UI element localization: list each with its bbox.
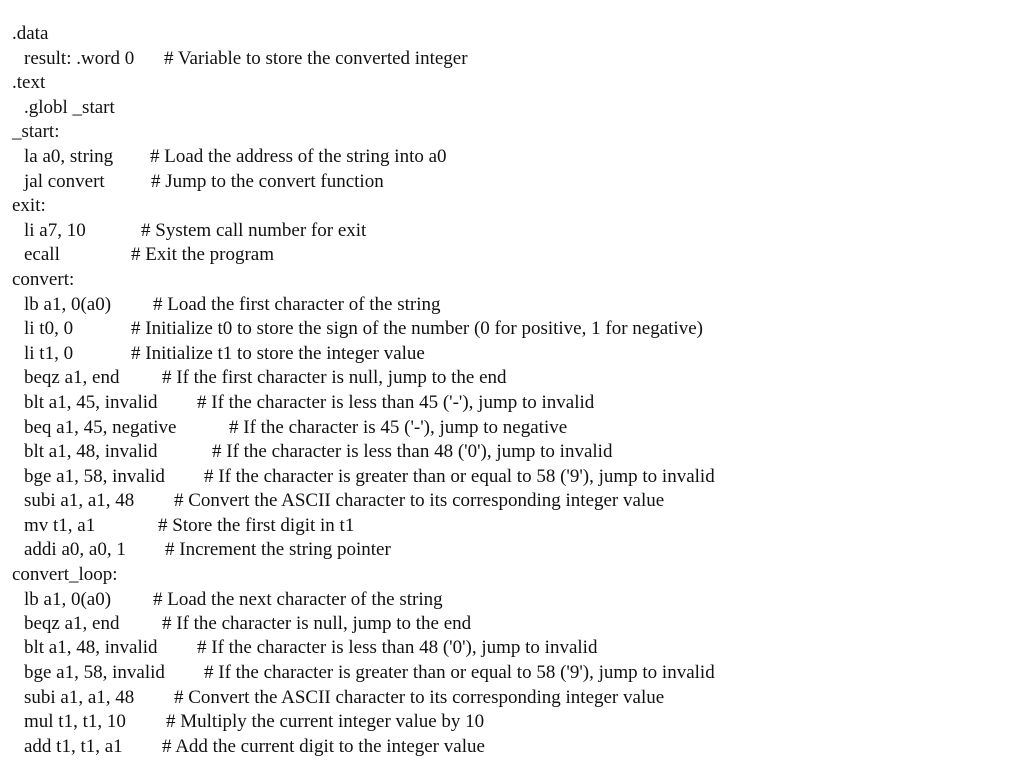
line-code: result: .word 0 (24, 48, 135, 69)
line-code: blt a1, 45, invalid (24, 392, 158, 413)
code-line (24, 515, 355, 537)
line-code: convert_loop: (12, 564, 118, 585)
code-line (24, 171, 384, 193)
code-line (24, 417, 568, 439)
line-code: convert: (12, 269, 75, 290)
line-comment: # Load the address of the string into a0 (150, 146, 447, 167)
line-comment: # Initialize t1 to store the integer value (131, 343, 425, 364)
code-line (12, 23, 48, 45)
line-comment: # System call number for exit (141, 220, 367, 241)
line-code: li t1, 0 (24, 343, 74, 364)
line-code: subi a1, a1, 48 (24, 490, 135, 511)
line-comment: # If the character is greater than or equal to 58 ('9'), jump to invalid (204, 662, 715, 683)
line-code: li a7, 10 (24, 220, 86, 241)
line-comment: # If the first character is null, jump to the end (162, 367, 507, 388)
line-code: jal convert (24, 171, 105, 192)
code-line (12, 121, 60, 143)
line-comment: # If the character is less than 45 ('-'), jump to invalid (197, 392, 595, 413)
line-code: subi a1, a1, 48 (24, 687, 135, 708)
line-comment: # Increment the string pointer (165, 539, 391, 560)
line-code: li t0, 0 (24, 318, 74, 339)
code-line (24, 662, 715, 684)
code-line (24, 48, 468, 70)
code-line (24, 490, 665, 512)
line-code: mul t1, t1, 10 (24, 711, 126, 732)
code-line (24, 736, 485, 758)
line-comment: # Load the first character of the string (153, 294, 441, 315)
code-line (24, 589, 443, 611)
code-line (24, 220, 367, 242)
code-line (24, 318, 703, 340)
line-code: bge a1, 58, invalid (24, 466, 165, 487)
code-line (24, 613, 472, 635)
line-code: blt a1, 48, invalid (24, 637, 158, 658)
line-comment: # Load the next character of the string (153, 589, 443, 610)
line-code: .text (12, 72, 46, 93)
line-code: ecall (24, 244, 60, 265)
line-code: .data (12, 23, 49, 44)
line-code: _start: (12, 121, 60, 142)
code-line (12, 269, 74, 291)
line-comment: # Exit the program (131, 244, 274, 265)
line-code: beqz a1, end (24, 613, 120, 634)
code-line (24, 367, 507, 389)
line-comment: # If the character is null, jump to the end (162, 613, 472, 634)
line-comment: # Variable to store the converted integer (164, 48, 468, 69)
line-comment: # If the character is greater than or equal to 58 ('9'), jump to invalid (204, 466, 715, 487)
line-code: blt a1, 48, invalid (24, 441, 158, 462)
line-comment: # Convert the ASCII character to its corresponding integer value (174, 687, 665, 708)
code-line (24, 539, 391, 561)
code-line (24, 343, 425, 365)
code-line (24, 637, 598, 659)
line-code: mv t1, a1 (24, 515, 96, 536)
line-comment: # Store the first digit in t1 (158, 515, 355, 536)
line-comment: # Initialize t0 to store the sign of the number (0 for positive, 1 for negative) (131, 318, 703, 339)
line-comment: # If the character is 45 ('-'), jump to negative (229, 417, 568, 438)
line-comment: # Jump to the convert function (151, 171, 384, 192)
line-comment: # If the character is less than 48 ('0'), jump to invalid (212, 441, 613, 462)
line-comment: # Add the current digit to the integer value (162, 736, 485, 757)
line-code: beq a1, 45, negative (24, 417, 177, 438)
code-line (12, 564, 118, 586)
code-line (24, 687, 665, 709)
line-code: addi a0, a0, 1 (24, 539, 126, 560)
line-code: beqz a1, end (24, 367, 120, 388)
code-line (24, 294, 441, 316)
line-code: add t1, t1, a1 (24, 736, 123, 757)
line-comment: # Convert the ASCII character to its corresponding integer value (174, 490, 665, 511)
code-line (24, 97, 115, 119)
line-comment: # Multiply the current integer value by 10 (166, 711, 485, 732)
code-line (24, 441, 613, 463)
code-line (24, 244, 274, 266)
line-code: bge a1, 58, invalid (24, 662, 165, 683)
line-comment: # If the character is less than 48 ('0'), jump to invalid (197, 637, 598, 658)
code-line (12, 72, 45, 94)
code-line (24, 146, 447, 168)
code-line (12, 195, 46, 217)
line-code: lb a1, 0(a0) (24, 294, 112, 315)
code-line (24, 392, 595, 414)
line-code: exit: (12, 195, 46, 216)
line-code: la a0, string (24, 146, 114, 167)
line-code: .globl _start (24, 97, 115, 118)
code-line (24, 711, 485, 733)
line-code: lb a1, 0(a0) (24, 589, 112, 610)
code-line (24, 466, 715, 488)
